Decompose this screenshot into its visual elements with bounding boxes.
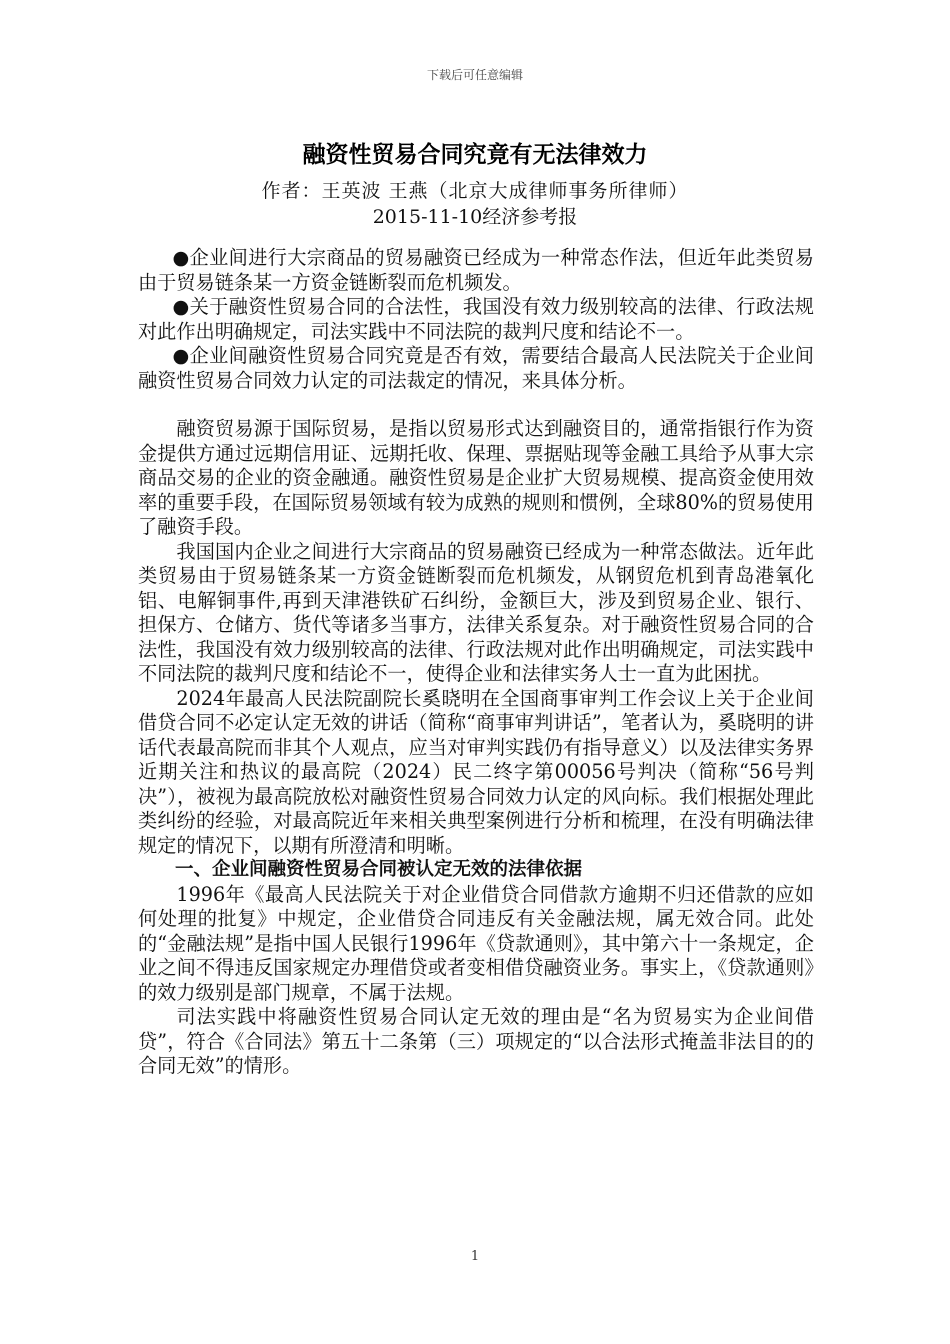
summary-bullet-1: ●企业间进行大宗商品的贸易融资已经成为一种常态作法，但近年此类贸易由于贸易链条某一方资金链断裂而危机频发。 [138, 246, 814, 294]
page-number: 1 [470, 1249, 480, 1264]
summary-bullet-2: ●关于融资性贸易合同的合法性，我国没有效力级别较高的法律、行政法规对此作出明确规定，司法实践中不同法院的裁判尺度和结论不一。 [138, 295, 814, 343]
section-heading: 一、企业间融资性贸易合同被认定无效的法律依据 [175, 859, 583, 880]
section-paragraph-1: 1996年《最高人民法院关于对企业借贷合同借款方逾期不归还借款的应如何处理的批复》中规定，企业借贷合同违反有关金融法规，属无效合同。此处的“金融法规”是指中国人民银行1996年《贷款通则》，其中第六十一条规定，企业之间不得违反国家规定办理借贷或者变相借贷融资业务。事实上，《贷款通则》的效力级别是部门规章，不属于法规。 [138, 882, 814, 1004]
section-paragraph-2: 司法实践中将融资性贸易合同认定无效的理由是“名为贸易实为企业间借贷”，符合《合同法》第五十二条第（三）项规定的“以合法形式掩盖非法目的的合同无效”的情形。 [138, 1005, 814, 1077]
article-body [138, 246, 814, 1079]
article-title: 融资性贸易合同究竟有无法律效力 [302, 142, 648, 168]
summary-bullet-3: ●企业间融资性贸易合同究竟是否有效，需要结合最高人民法院关于企业间融资性贸易合同效力认定的司法裁定的情况，来具体分析。 [138, 344, 814, 392]
body-paragraph-3: 2024年最高人民法院副院长奚晓明在全国商事审判工作会议上关于企业间借贷合同不必定认定无效的讲话（简称“商事审判讲话”，笔者认为，奚晓明的讲话代表最高院而非其个人观点，应当对审判实践仍有指导意义）以及法律实务界近期关注和热议的最高院（2024）民二终字第00056号判决（简称“56号判决”），被视为最高院放松对融资性贸易合同效力认定的风向标。我们根据处理此类纠纷的经验，对最高院近年来相关典型案例进行分析和梳理，在没有明确法律规定的情况下，以期有所澄清和明晰。 [138, 686, 814, 857]
date-source-line: 2015-11-10经济参考报 [372, 206, 578, 228]
author-line: 作者：王英波 王燕（北京大成律师事务所律师） [261, 180, 689, 202]
header-note: 下载后可任意编辑 [426, 68, 523, 82]
body-paragraph-1: 融资贸易源于国际贸易，是指以贸易形式达到融资目的，通常指银行作为资金提供方通过远期信用证、远期托收、保理、票据贴现等金融工具给予从事大宗商品交易的企业的资金融通。融资性贸易是企业扩大贸易规模、提高资金使用效率的重要手段，在国际贸易领域有较为成熟的规则和惯例，全球80%的贸易使用了融资手段。 [138, 417, 814, 538]
body-paragraph-2: 我国国内企业之间进行大宗商品的贸易融资已经成为一种常态做法。近年此类贸易由于贸易链条某一方资金链断裂而危机频发，从钢贸危机到青岛港氧化铝、电解铜事件,再到天津港铁矿石纠纷，金额巨大，涉及到贸易企业、银行、担保方、仓储方、货代等诸多当事方，法律关系复杂。对于融资性贸易合同的合法性，我国没有效力级别较高的法律、行政法规对此作出明确规定，司法实践中不同法院的裁判尺度和结论不一，使得企业和法律实务人士一直为此困扰。 [138, 539, 814, 685]
